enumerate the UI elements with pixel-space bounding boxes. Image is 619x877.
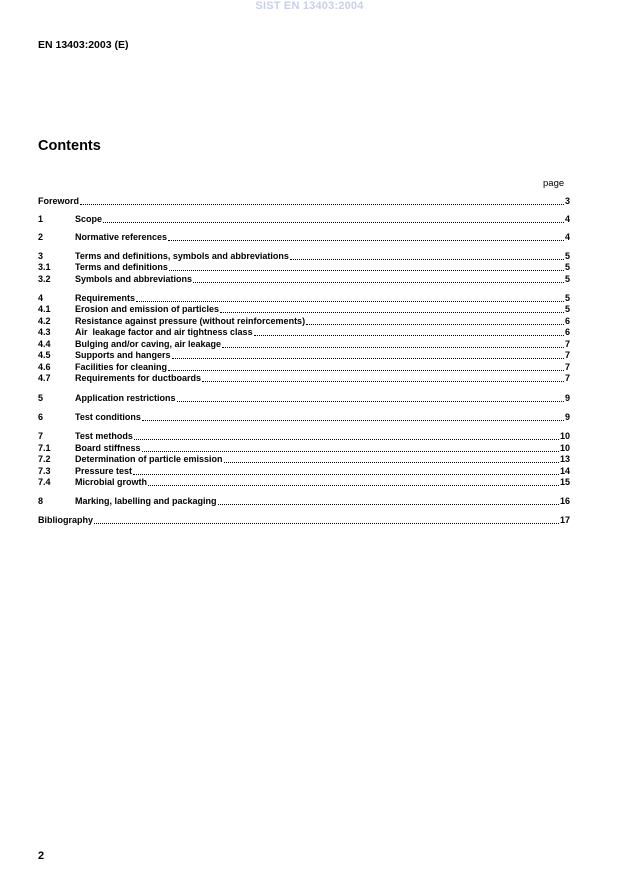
toc-entry-page: 7 [564, 362, 570, 372]
toc-entry[interactable] [38, 326, 570, 338]
toc-entry[interactable] [38, 213, 570, 225]
toc-entry-number: 7.1 [38, 443, 51, 453]
toc-entry-number: 4.5 [38, 350, 51, 360]
dot-leader [148, 484, 559, 486]
toc-entry-page: 5 [564, 293, 570, 303]
toc-entry-number: 4.4 [38, 339, 51, 349]
toc-entry-page: 7 [564, 373, 570, 383]
watermark: SIST EN 13403:2004 [255, 0, 364, 12]
toc-entry-page: 10 [559, 443, 570, 453]
toc-entry-number: 2 [38, 232, 44, 242]
toc-entry-title: Microbial growth [75, 477, 147, 487]
toc-entry[interactable] [38, 273, 570, 285]
toc-entry-title: Erosion and emission of particles [75, 304, 220, 314]
toc-entry-title: Test methods [75, 431, 133, 441]
toc-entry-title: Determination of particle emission [75, 454, 223, 464]
toc-entry-page: 7 [564, 350, 570, 360]
toc-entry[interactable] [38, 231, 570, 243]
dot-leader [224, 461, 559, 463]
toc-entry-number: 4.7 [38, 373, 51, 383]
toc-entry[interactable] [38, 453, 570, 465]
toc-entry[interactable] [38, 430, 570, 442]
toc-entry-number: 7.4 [38, 477, 51, 487]
dot-leader [80, 203, 564, 205]
toc-entry-page: 16 [559, 496, 570, 506]
dot-leader [202, 380, 564, 382]
toc-entry-bibliography[interactable] [38, 514, 570, 526]
toc-entry[interactable] [38, 261, 570, 273]
dot-leader [222, 346, 564, 348]
toc-entry[interactable] [38, 303, 570, 315]
toc-entry-title: Air leakage factor and air tightness class [75, 327, 253, 337]
toc-entry-title: Bulging and/or caving, air leakage [75, 339, 222, 349]
toc-entry-number: 4.2 [38, 316, 51, 326]
toc-entry-title: Marking, labelling and packaging [75, 496, 217, 506]
dot-leader [218, 503, 559, 505]
toc-entry-title: Pressure test [75, 466, 133, 476]
toc-entry-page: 15 [559, 477, 570, 487]
toc-entry-number: 4.1 [38, 304, 51, 314]
toc-entry-page: 17 [559, 515, 570, 525]
toc-entry-page: 7 [564, 339, 570, 349]
toc-entry-title: Application restrictions [75, 393, 176, 403]
toc-entry-title: Bibliography [38, 515, 94, 525]
toc-entry-page: 5 [564, 274, 570, 284]
toc-entry-number: 6 [38, 412, 44, 422]
toc-entry-number: 8 [38, 496, 44, 506]
toc-entry-title: Symbols and abbreviations [75, 274, 193, 284]
contents-heading: Contents [38, 138, 101, 154]
toc-entry-number: 7.2 [38, 454, 51, 464]
document-id: EN 13403:2003 (E) [38, 39, 129, 51]
toc-entry-number: 7 [38, 431, 44, 441]
toc-entry-title: Requirements for ductboards [75, 373, 202, 383]
dot-leader [142, 419, 564, 421]
dot-leader [168, 369, 564, 371]
toc-entry-title: Supports and hangers [75, 350, 171, 360]
page-number: 2 [38, 850, 45, 862]
dot-leader [168, 239, 564, 241]
toc-entry[interactable] [38, 476, 570, 488]
toc-entry-title: Resistance against pressure (without reinforcements) [75, 316, 306, 326]
toc-entry[interactable] [38, 349, 570, 361]
toc-entry-number: 4.6 [38, 362, 51, 372]
toc-entry-page: 9 [564, 393, 570, 403]
dot-leader [177, 400, 564, 402]
toc-entry-number: 4.3 [38, 327, 51, 337]
toc-entry-title: Requirements [75, 293, 136, 303]
dot-leader [172, 357, 564, 359]
toc-entry-title: Normative references [75, 232, 168, 242]
toc-entry-title: Test conditions [75, 412, 141, 422]
toc-entry-foreword[interactable] [38, 195, 570, 207]
dot-leader [306, 323, 564, 325]
toc-entry-page: 13 [559, 454, 570, 464]
dot-leader [134, 438, 559, 440]
dot-leader [220, 311, 564, 313]
toc-entry-page: 5 [564, 304, 570, 314]
toc-entry-page: 5 [564, 251, 570, 261]
toc-entry-title: Foreword [38, 196, 80, 206]
toc-entry-title: Terms and definitions [75, 262, 168, 272]
toc-entry-number: 3 [38, 251, 44, 261]
toc-entry-page: 4 [564, 232, 570, 242]
toc-entry-number: 4 [38, 293, 44, 303]
toc-entry-page: 14 [559, 466, 570, 476]
toc-entry-title: Scope [75, 214, 103, 224]
toc-entry[interactable] [38, 411, 570, 423]
toc-entry[interactable] [38, 372, 570, 384]
toc-entry-page: 9 [564, 412, 570, 422]
toc-entry-title: Facilities for cleaning [75, 362, 168, 372]
dot-leader [142, 450, 559, 452]
dot-leader [290, 258, 564, 260]
toc-entry-number: 5 [38, 393, 44, 403]
page-column-label: page [543, 178, 565, 189]
dot-leader [103, 221, 564, 223]
toc-entry-page: 5 [564, 262, 570, 272]
toc-entry-number: 1 [38, 214, 44, 224]
toc-entry-title: Terms and definitions, symbols and abbreviations [75, 251, 289, 261]
dot-leader [94, 522, 559, 524]
dot-leader [136, 300, 564, 302]
toc-entry[interactable] [38, 495, 570, 507]
dot-leader [254, 334, 564, 336]
toc-entry-page: 10 [559, 431, 570, 441]
toc-entry-page: 6 [564, 316, 570, 326]
toc-entry-number: 3.1 [38, 262, 51, 272]
dot-leader [169, 269, 564, 271]
toc-entry-page: 6 [564, 327, 570, 337]
dot-leader [193, 281, 564, 283]
toc-entry-number: 3.2 [38, 274, 51, 284]
toc-entry-page: 4 [564, 214, 570, 224]
toc-entry-title: Board stiffness [75, 443, 141, 453]
toc-entry[interactable] [38, 392, 570, 404]
toc-entry-page: 3 [564, 196, 570, 206]
dot-leader [133, 473, 559, 475]
toc-entry-number: 7.3 [38, 466, 51, 476]
